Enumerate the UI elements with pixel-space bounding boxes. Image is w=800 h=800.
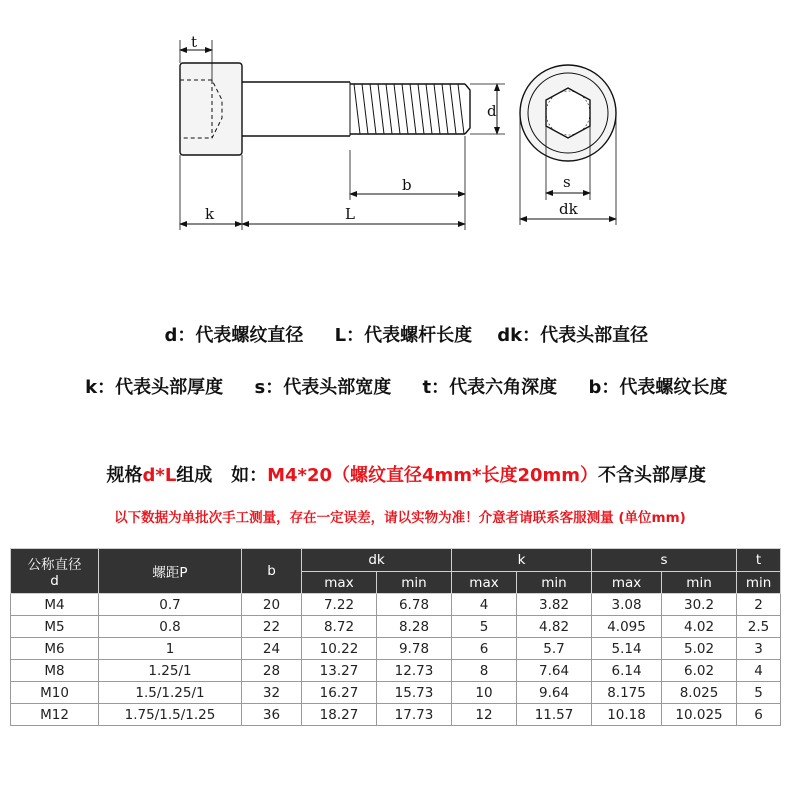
table-row — [11, 682, 781, 704]
header-k-max: max — [452, 572, 517, 594]
table-cell: 9.64 — [517, 682, 592, 704]
header-dk-min: min — [377, 572, 452, 594]
table-cell: 22 — [242, 616, 302, 638]
table-cell: 30.2 — [662, 594, 737, 616]
spec-example: M4*20（螺纹直径4mm*长度20mm） — [267, 465, 599, 486]
table-cell: 6.14 — [592, 660, 662, 682]
table-cell: 10 — [452, 682, 517, 704]
table-cell: M5 — [11, 616, 99, 638]
table-cell: 3.82 — [517, 594, 592, 616]
table-cell: M12 — [11, 704, 99, 726]
table-cell: 6 — [737, 704, 781, 726]
spec-prefix: 规格 — [106, 465, 143, 486]
legend-line-1 — [0, 300, 800, 347]
table-cell: 11.57 — [517, 704, 592, 726]
label-t: t — [191, 33, 198, 51]
header-nominal-symbol: d — [50, 573, 59, 589]
legend-k: k：代表头部厚度 — [85, 377, 224, 398]
header-b: b — [242, 549, 302, 594]
table-header-row — [11, 549, 781, 572]
table-cell: 8.025 — [662, 682, 737, 704]
table-cell: 17.73 — [377, 704, 452, 726]
table-cell: 1.5/1.25/1 — [99, 682, 242, 704]
legend-line-2 — [0, 352, 800, 399]
header-s-max: max — [592, 572, 662, 594]
spec-line — [0, 440, 800, 487]
table-cell: 2.5 — [737, 616, 781, 638]
header-nominal-diameter — [11, 549, 99, 594]
table-cell: 8.72 — [302, 616, 377, 638]
header-nominal-label: 公称直径 — [27, 557, 82, 573]
table-cell: 5.02 — [662, 638, 737, 660]
label-dk: dk — [559, 200, 578, 218]
table-cell: 5 — [737, 682, 781, 704]
label-b: b — [402, 176, 412, 194]
legend-s: s：代表头部宽度 — [254, 377, 392, 398]
bolt-side-view — [180, 63, 470, 155]
header-s-min: min — [662, 572, 737, 594]
table-cell: 4 — [737, 660, 781, 682]
table-cell: 2 — [737, 594, 781, 616]
spec-table — [10, 548, 781, 726]
table-row — [11, 616, 781, 638]
header-pitch: 螺距P — [99, 549, 242, 594]
table-cell: M8 — [11, 660, 99, 682]
table-cell: 1 — [99, 638, 242, 660]
table-cell: 15.73 — [377, 682, 452, 704]
table-cell: 4 — [452, 594, 517, 616]
table-cell: 10.025 — [662, 704, 737, 726]
table-cell: 36 — [242, 704, 302, 726]
header-s: s — [592, 549, 737, 572]
table-cell: 8.175 — [592, 682, 662, 704]
table-cell: 10.22 — [302, 638, 377, 660]
table-cell: 5.14 — [592, 638, 662, 660]
table-cell: 7.22 — [302, 594, 377, 616]
table-cell: 4.095 — [592, 616, 662, 638]
table-cell: 5.7 — [517, 638, 592, 660]
header-t-min: min — [737, 572, 781, 594]
label-d: d — [487, 102, 497, 120]
header-k-min: min — [517, 572, 592, 594]
table-cell: 12.73 — [377, 660, 452, 682]
table-cell: 6.78 — [377, 594, 452, 616]
table-cell: 6 — [452, 638, 517, 660]
header-dk-max: max — [302, 572, 377, 594]
spec-middle: 组成 如： — [176, 465, 268, 486]
label-s: s — [563, 173, 571, 191]
table-cell: 8 — [452, 660, 517, 682]
measurement-note: 以下数据为单批次手工测量，存在一定误差，请以实物为准！介意者请联系客服测量 (单位mm) — [114, 510, 686, 526]
table-cell: 1.75/1.5/1.25 — [99, 704, 242, 726]
header-t: t — [737, 549, 781, 572]
legend-d: d：代表螺纹直径 — [164, 325, 304, 346]
table-row — [11, 660, 781, 682]
table-cell: 4.02 — [662, 616, 737, 638]
table-row — [11, 594, 781, 616]
header-dk: dk — [302, 549, 452, 572]
table-cell: 20 — [242, 594, 302, 616]
bolt-diagram — [0, 0, 800, 265]
label-k: k — [205, 205, 215, 223]
table-cell: 13.27 — [302, 660, 377, 682]
spec-formula: d*L — [142, 465, 177, 486]
legend-L: L：代表螺杆长度 — [334, 325, 473, 346]
table-cell: 12 — [452, 704, 517, 726]
legend-t: t：代表六角深度 — [422, 377, 558, 398]
table-cell: 28 — [242, 660, 302, 682]
table-cell: M6 — [11, 638, 99, 660]
table-cell: 7.64 — [517, 660, 592, 682]
table-cell: 10.18 — [592, 704, 662, 726]
spec-suffix: 不含头部厚度 — [598, 465, 707, 486]
table-cell: M10 — [11, 682, 99, 704]
label-L: L — [345, 205, 355, 223]
table-cell: 16.27 — [302, 682, 377, 704]
table-cell: 18.27 — [302, 704, 377, 726]
table-cell: 3 — [737, 638, 781, 660]
table-cell: 6.02 — [662, 660, 737, 682]
table-cell: 24 — [242, 638, 302, 660]
table-row — [11, 638, 781, 660]
table-cell: M4 — [11, 594, 99, 616]
table-cell: 9.78 — [377, 638, 452, 660]
table-cell: 5 — [452, 616, 517, 638]
table-cell: 3.08 — [592, 594, 662, 616]
table-row — [11, 704, 781, 726]
table-cell: 4.82 — [517, 616, 592, 638]
header-k: k — [452, 549, 592, 572]
table-cell: 1.25/1 — [99, 660, 242, 682]
table-cell: 0.7 — [99, 594, 242, 616]
legend-b: b：代表螺纹长度 — [588, 377, 728, 398]
table-cell: 8.28 — [377, 616, 452, 638]
table-cell: 32 — [242, 682, 302, 704]
legend-dk: dk：代表头部直径 — [497, 325, 649, 346]
table-cell: 0.8 — [99, 616, 242, 638]
